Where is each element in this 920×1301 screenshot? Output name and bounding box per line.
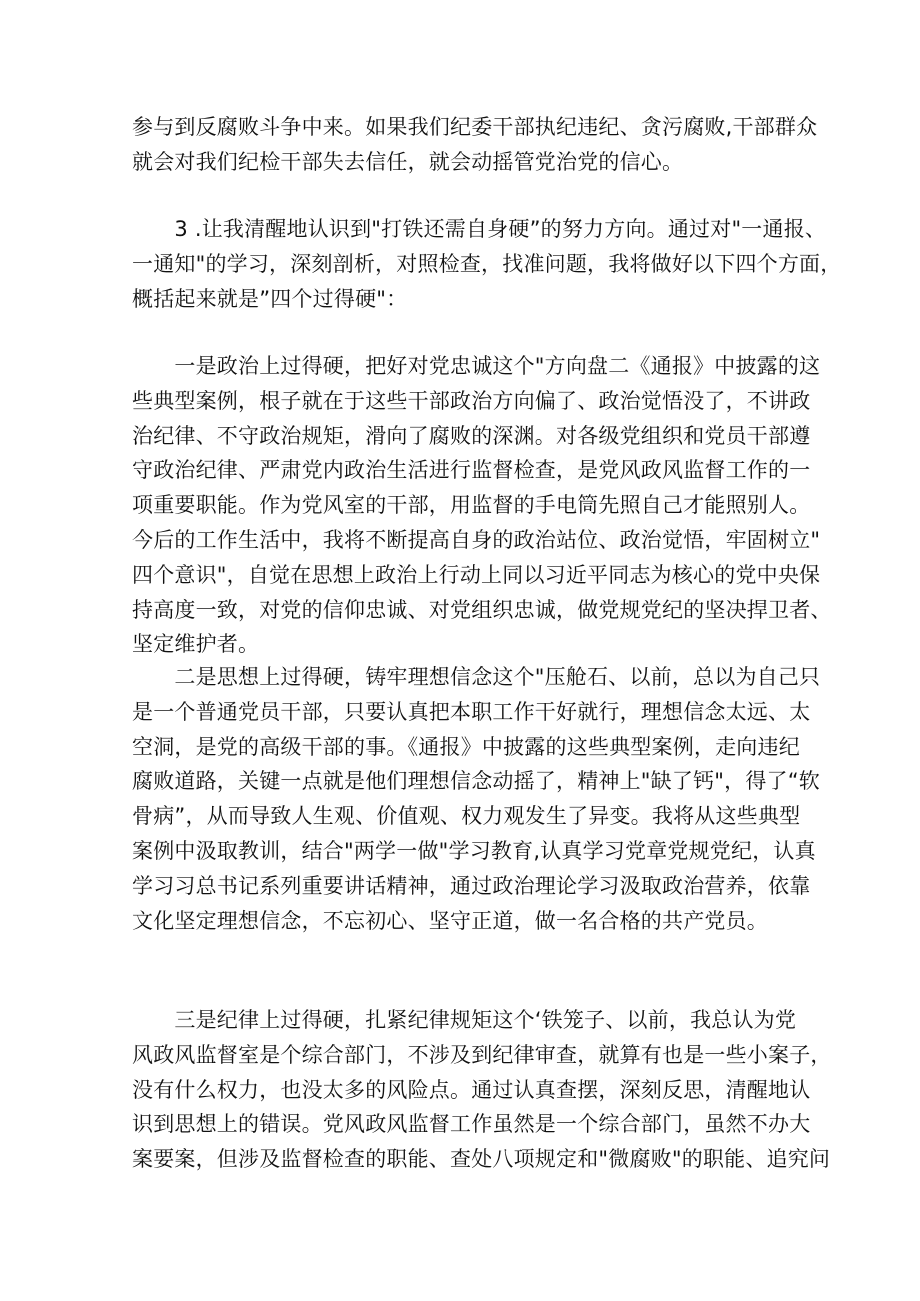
paragraph-1	[132, 110, 818, 180]
text-line: 一是政治上过得硬，把好对党忠诚这个"方向盘二《通报》中披露的这	[132, 354, 821, 378]
text-line: 今后的工作生活中，我将不断提高自身的政治站位、政治觉悟，牢固树立"	[132, 527, 821, 552]
text-line: 二是思想上过得硬，铸牢理想信念这个"压舱石、以前，总以为自己只	[132, 665, 821, 689]
text-line: 学习习总书记系列重要讲话精神，通过政治理论学习汲取政治营养，依靠	[132, 873, 811, 898]
text-line: 骨病”，从而导致人生观、价值观、权力观发生了异变。我将从这些典型	[132, 804, 801, 829]
text-line: 项重要职能。作为党风室的干部，用监督的手电筒先照自己才能照别人。	[132, 493, 811, 518]
paragraph-4	[132, 660, 821, 938]
text-line: 三是纪律上过得硬，扎紧纪律规矩这个‘铁笼子、以前，我总认为党	[132, 1008, 797, 1032]
text-line: 一通知"的学习，深刻剖析，对照检查，找准问题，我将做好以下四个方面，	[132, 251, 842, 276]
text-line: 就会对我们纪检干部失去信任，就会动摇管党治党的信心。	[132, 149, 684, 174]
text-line: 些典型案例，根子就在于这些干部政治方向偏了、政治觉悟没了，不讲政	[132, 388, 811, 413]
text-line: 案例中汲取教训，结合"两学一做"学习教育,认真学习党章党规党纪，认真	[132, 838, 816, 863]
text-line: 持高度一致，对党的信仰忠诚、对党组织忠诚，做党规党纪的坚决捍卫者、	[132, 597, 832, 622]
text-line: 风政风监督室是个综合部门，不涉及到纪律审查，就算有也是一些小案子，	[132, 1042, 832, 1067]
text-line: 守政治纪律、严肃党内政治生活进行监督检查，是党风政风监督工作的一	[132, 458, 811, 483]
text-line: 是一个普通党员干部，只要认真把本职工作干好就行，理想信念太远、太	[132, 699, 811, 724]
text-line: 文化坚定理想信念，不忘初心、坚守正道，做一名合格的共产党员。	[132, 908, 768, 933]
text-line: 参与到反腐败斗争中来。如果我们纪委干部执纪违纪、贪污腐败,干部群众	[132, 115, 818, 139]
text-line: 四个意识"，自觉在思想上政治上行动上同以习近平同志为核心的党中央保	[132, 562, 821, 587]
text-line: 腐败道路，关键一点就是他们理想信念动摇了，精神上"缺了钙"，得了“软	[132, 769, 820, 794]
text-line: 治纪律、不守政治规矩，滑向了腐败的深渊。对各级党组织和党员干部遵	[132, 423, 811, 448]
text-line: 3 .让我清醒地认识到"打铁还需自身硬”的努力方向。通过对"一通报、	[132, 217, 827, 241]
text-line: 识到思想上的错误。党风政风监督工作虽然是一个综合部门，虽然不办大	[132, 1112, 811, 1137]
text-line: 没有什么权力，也没太多的风险点。通过认真查摆，深刻反思，清醒地认	[132, 1077, 811, 1102]
text-line: 坚定维护者。	[132, 632, 260, 657]
text-line: 空洞，是党的高级干部的事。《通报》中披露的这些典型案例，走向违纪	[132, 734, 800, 759]
text-line: 概括起来就是”四个过得硬"：	[132, 286, 408, 311]
paragraph-3	[132, 349, 832, 662]
paragraph-5	[132, 1003, 832, 1177]
paragraph-2	[132, 212, 842, 316]
text-line: 案要案，但涉及监督检查的职能、查处八项规定和"微腐败"的职能、追究问	[132, 1147, 831, 1172]
